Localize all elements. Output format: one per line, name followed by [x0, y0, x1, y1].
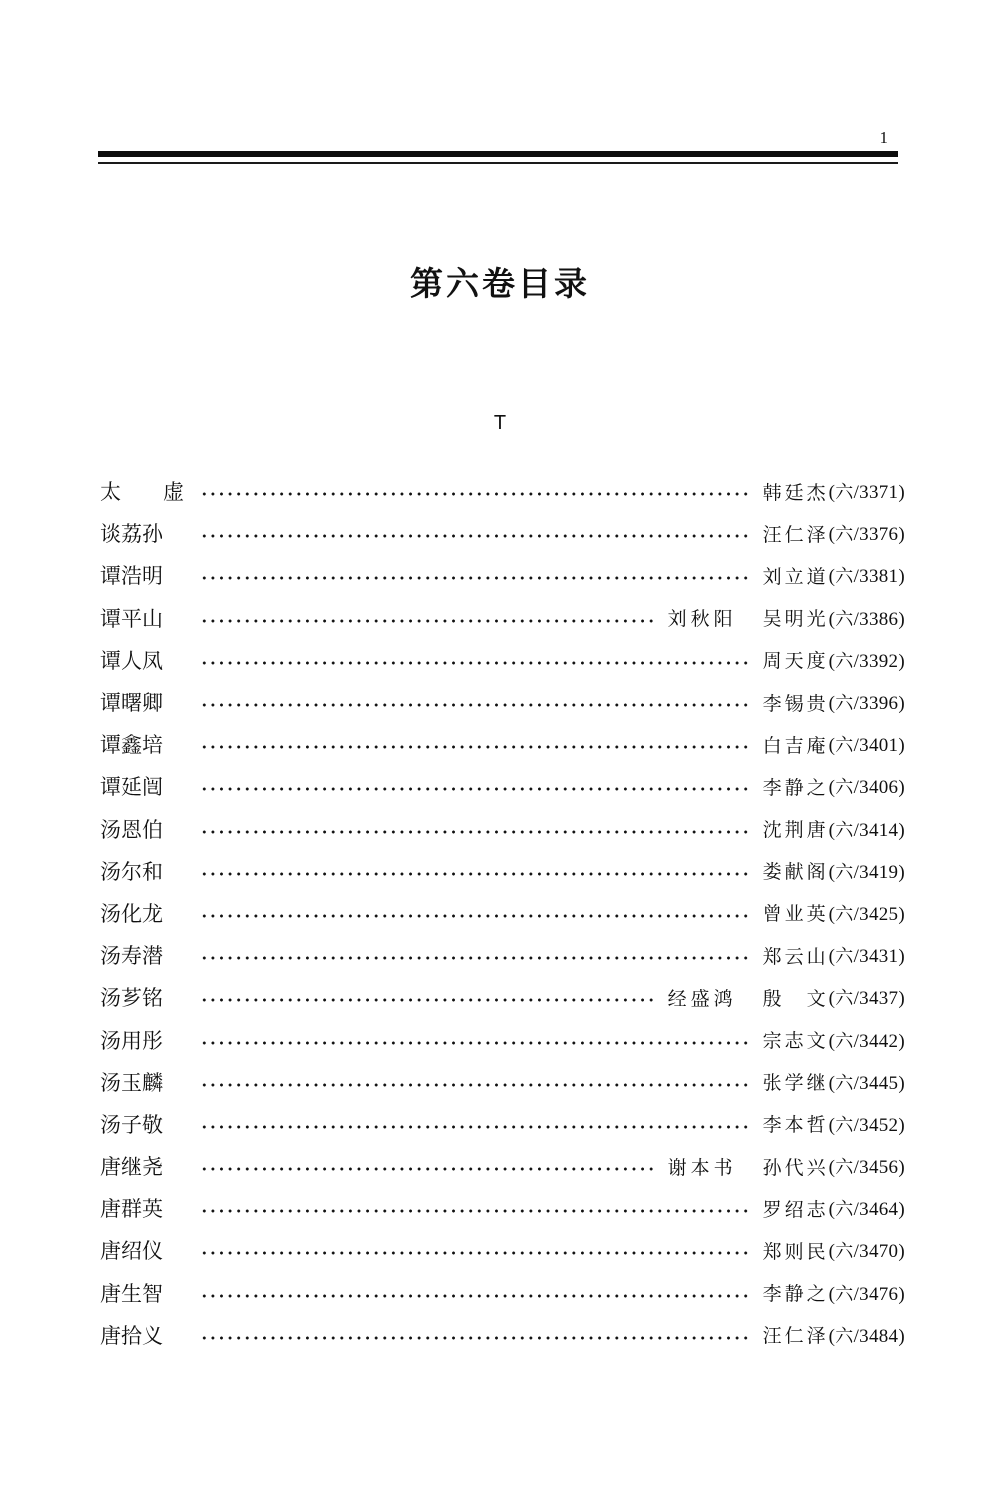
dot-leader	[200, 492, 749, 496]
subject-char-group: 汤尔和	[100, 859, 163, 884]
subject-char-group: 汤用彤	[100, 1028, 163, 1053]
punctuation: (	[828, 988, 836, 1010]
dot-leader	[200, 998, 654, 1002]
entry-subject-name	[100, 518, 184, 548]
entry-author: 殷 文	[762, 987, 829, 1010]
subject-char-group: 太	[100, 480, 121, 505]
dot-leader	[200, 534, 749, 538]
page-number: 1	[879, 128, 888, 147]
entry-volume: 六	[835, 1325, 854, 1347]
entry-author: 汪仁泽	[762, 523, 829, 546]
entry-page: 3386	[859, 608, 899, 630]
punctuation: )	[898, 1325, 905, 1347]
entry-volume: 六	[835, 1114, 854, 1136]
entry-page: 3476	[859, 1283, 899, 1305]
section-letter-heading: T	[493, 412, 507, 434]
entry-page: 3484	[859, 1325, 899, 1347]
punctuation: (	[828, 1114, 836, 1136]
subject-char-group: 汤芗铭	[100, 986, 163, 1011]
entry-volume: 六	[835, 608, 854, 630]
entry-author: 郑则民	[762, 1240, 829, 1263]
entry-page: 3381	[859, 566, 899, 588]
entry-page-reference	[829, 1280, 905, 1306]
punctuation: (	[828, 693, 836, 715]
entry-page: 3396	[859, 693, 899, 715]
entry-subject-name	[100, 645, 184, 675]
punctuation: /	[853, 1199, 860, 1221]
dot-leader	[200, 745, 749, 749]
entry-subject-name	[100, 814, 184, 844]
toc-entry[interactable]	[100, 1061, 905, 1103]
entry-volume: 六	[835, 1157, 854, 1179]
entry-volume: 六	[835, 735, 854, 757]
entry-page: 3392	[859, 650, 899, 672]
punctuation: /	[853, 1241, 860, 1263]
punctuation: (	[828, 735, 836, 757]
entry-volume: 六	[835, 946, 854, 968]
dot-leader	[200, 1125, 749, 1129]
punctuation: /	[853, 988, 860, 1010]
entry-volume: 六	[835, 566, 854, 588]
punctuation: /	[853, 693, 860, 715]
punctuation: (	[828, 482, 836, 504]
entry-page: 3456	[859, 1157, 899, 1179]
entry-subject-name	[100, 771, 184, 801]
entry-page-reference	[829, 478, 905, 504]
entry-page-reference	[829, 1069, 905, 1095]
toc-entry[interactable]	[100, 1272, 905, 1314]
entry-volume: 六	[835, 650, 854, 672]
entry-author: 宗志文	[762, 1030, 829, 1053]
dot-leader	[200, 914, 749, 918]
punctuation: )	[898, 482, 905, 504]
entry-subject-name	[100, 476, 184, 506]
entry-page: 3419	[859, 861, 899, 883]
entry-page-reference	[829, 1111, 905, 1137]
subject-char-group: 谭浩明	[100, 564, 163, 589]
entry-page-reference	[829, 520, 905, 546]
punctuation: (	[828, 861, 836, 883]
subject-char-group: 虚	[163, 480, 184, 505]
punctuation: /	[853, 946, 860, 968]
subject-char-group: 唐继尧	[100, 1155, 163, 1180]
entry-page-reference	[829, 773, 905, 799]
entry-coauthor: 经盛鸿	[667, 987, 737, 1010]
toc-entry[interactable]	[100, 976, 905, 1018]
entry-page-reference	[829, 984, 905, 1010]
subject-char-group: 谭人凤	[100, 648, 163, 673]
entry-author: 刘立道	[762, 565, 829, 588]
entry-page: 3376	[859, 524, 899, 546]
punctuation: /	[853, 1030, 860, 1052]
entry-page: 3437	[859, 988, 899, 1010]
entry-author: 张学继	[762, 1072, 829, 1095]
toc-entry[interactable]	[100, 934, 905, 976]
toc-entry[interactable]	[100, 850, 905, 892]
page-title: 第六卷目录	[410, 264, 590, 303]
dot-leader	[200, 1336, 749, 1340]
toc-entry[interactable]	[100, 470, 905, 512]
punctuation: )	[898, 1030, 905, 1052]
dot-leader	[200, 1251, 749, 1255]
entry-page: 3401	[859, 735, 899, 757]
subject-char-group: 谭鑫培	[100, 733, 163, 758]
subject-char-group: 汤玉麟	[100, 1070, 163, 1095]
punctuation: )	[898, 524, 905, 546]
entry-author: 罗绍志	[762, 1198, 829, 1221]
entry-page-reference	[829, 689, 905, 715]
entry-page-reference	[829, 562, 905, 588]
subject-char-group: 汤寿潜	[100, 944, 163, 969]
punctuation: /	[853, 777, 860, 799]
entry-subject-name	[100, 1067, 184, 1097]
punctuation: )	[898, 903, 905, 925]
entry-page-reference	[829, 1195, 905, 1221]
entry-page-reference	[829, 900, 905, 926]
toc-entry[interactable]	[100, 681, 905, 723]
punctuation: )	[898, 819, 905, 841]
punctuation: (	[828, 1030, 836, 1052]
punctuation: /	[853, 524, 860, 546]
entry-volume: 六	[835, 861, 854, 883]
entry-page: 3414	[859, 819, 899, 841]
punctuation: (	[828, 566, 836, 588]
entry-page: 3406	[859, 777, 899, 799]
dot-leader	[200, 1083, 749, 1087]
entry-page: 3371	[859, 482, 899, 504]
entry-page: 3470	[859, 1241, 899, 1263]
entry-coauthor: 刘秋阳	[667, 608, 737, 631]
dot-leader	[200, 576, 749, 580]
toc-entry[interactable]	[100, 765, 905, 807]
punctuation: /	[853, 566, 860, 588]
punctuation: /	[853, 1157, 860, 1179]
punctuation: (	[828, 1199, 836, 1221]
punctuation: (	[828, 524, 836, 546]
header-rule-thick	[98, 151, 898, 157]
entry-volume: 六	[835, 1030, 854, 1052]
punctuation: (	[828, 1241, 836, 1263]
subject-char-group: 唐拾义	[100, 1323, 163, 1348]
subject-char-group: 谭延闿	[100, 775, 163, 800]
toc-entry[interactable]	[100, 1018, 905, 1060]
entry-volume: 六	[835, 1283, 854, 1305]
entry-subject-name	[100, 603, 184, 633]
dot-leader	[200, 1167, 654, 1171]
punctuation: /	[853, 1325, 860, 1347]
punctuation: (	[828, 946, 836, 968]
entry-page: 3452	[859, 1114, 899, 1136]
entry-page: 3425	[859, 903, 899, 925]
entry-page: 3431	[859, 946, 899, 968]
punctuation: /	[853, 650, 860, 672]
entry-subject-name	[100, 982, 184, 1012]
dot-leader	[200, 1041, 749, 1045]
entry-volume: 六	[835, 777, 854, 799]
punctuation: )	[898, 566, 905, 588]
toc-entry[interactable]	[100, 808, 905, 850]
toc-entry[interactable]	[100, 1314, 905, 1356]
punctuation: )	[898, 988, 905, 1010]
punctuation: (	[828, 1157, 836, 1179]
entry-subject-name	[100, 1151, 184, 1181]
punctuation: )	[898, 1157, 905, 1179]
punctuation: )	[898, 1199, 905, 1221]
punctuation: )	[898, 946, 905, 968]
entry-subject-name	[100, 1278, 184, 1308]
entry-author: 李静之	[762, 1283, 829, 1306]
dot-leader	[200, 661, 749, 665]
entry-subject-name	[100, 940, 184, 970]
dot-leader	[200, 1209, 749, 1213]
entry-volume: 六	[835, 482, 854, 504]
entry-subject-name	[100, 898, 184, 928]
table-of-contents	[100, 470, 905, 1356]
dot-leader	[200, 830, 749, 834]
toc-entry[interactable]	[100, 639, 905, 681]
entry-page-reference	[829, 731, 905, 757]
entry-subject-name	[100, 1320, 184, 1350]
entry-author: 白吉庵	[762, 734, 829, 757]
punctuation: )	[898, 650, 905, 672]
entry-author: 曾业英	[762, 903, 829, 926]
entry-page-reference	[829, 1153, 905, 1179]
punctuation: /	[853, 861, 860, 883]
punctuation: (	[828, 1325, 836, 1347]
entry-volume: 六	[835, 988, 854, 1010]
punctuation: (	[828, 650, 836, 672]
entry-page: 3445	[859, 1072, 899, 1094]
entry-volume: 六	[835, 819, 854, 841]
punctuation: )	[898, 1241, 905, 1263]
subject-char-group: 谭曙卿	[100, 691, 163, 716]
entry-author: 郑云山	[762, 945, 829, 968]
entry-volume: 六	[835, 1241, 854, 1263]
subject-char-group: 汤化龙	[100, 901, 163, 926]
entry-subject-name	[100, 729, 184, 759]
toc-entry[interactable]	[100, 1229, 905, 1271]
entry-coauthor: 谢本书	[667, 1156, 737, 1179]
entry-page-reference	[829, 1027, 905, 1053]
entry-author: 孙代兴	[762, 1156, 829, 1179]
entry-subject-name	[100, 687, 184, 717]
entry-author: 沈荆唐	[762, 819, 829, 842]
punctuation: /	[853, 819, 860, 841]
toc-entry[interactable]	[100, 554, 905, 596]
entry-subject-name	[100, 1235, 184, 1265]
entry-page-reference	[829, 942, 905, 968]
subject-char-group: 汤子敬	[100, 1112, 163, 1137]
entry-subject-name	[100, 856, 184, 886]
toc-entry[interactable]	[100, 1103, 905, 1145]
toc-entry[interactable]	[100, 892, 905, 934]
toc-entry[interactable]	[100, 512, 905, 554]
punctuation: )	[898, 1283, 905, 1305]
entry-subject-name	[100, 1193, 184, 1223]
punctuation: )	[898, 735, 905, 757]
toc-entry[interactable]	[100, 1145, 905, 1187]
dot-leader	[200, 956, 749, 960]
punctuation: (	[828, 903, 836, 925]
entry-author: 汪仁泽	[762, 1325, 829, 1348]
entry-subject-name	[100, 560, 184, 590]
entry-volume: 六	[835, 903, 854, 925]
entry-page-reference	[829, 1322, 905, 1348]
entry-volume: 六	[835, 1199, 854, 1221]
entry-author: 娄献阁	[762, 861, 829, 884]
entry-page: 3442	[859, 1030, 899, 1052]
punctuation: )	[898, 777, 905, 799]
dot-leader	[200, 1294, 749, 1298]
punctuation: )	[898, 608, 905, 630]
punctuation: )	[898, 1072, 905, 1094]
punctuation: )	[898, 693, 905, 715]
punctuation: /	[853, 903, 860, 925]
dot-leader	[200, 619, 654, 623]
punctuation: (	[828, 608, 836, 630]
punctuation: /	[853, 735, 860, 757]
entry-author: 吴明光	[762, 608, 829, 631]
entry-page-reference	[829, 605, 905, 631]
entry-page: 3464	[859, 1199, 899, 1221]
punctuation: /	[853, 1114, 860, 1136]
punctuation: (	[828, 819, 836, 841]
subject-char-group: 唐绍仪	[100, 1239, 163, 1264]
dot-leader	[200, 872, 749, 876]
toc-entry[interactable]	[100, 1187, 905, 1229]
entry-volume: 六	[835, 1072, 854, 1094]
entry-author: 韩廷杰	[762, 481, 829, 504]
toc-entry[interactable]	[100, 723, 905, 765]
punctuation: )	[898, 861, 905, 883]
dot-leader	[200, 703, 749, 707]
header-rule-thin	[98, 162, 898, 164]
subject-char-group: 谭平山	[100, 606, 163, 631]
punctuation: /	[853, 608, 860, 630]
entry-author: 李本哲	[762, 1114, 829, 1137]
subject-char-group: 唐群英	[100, 1197, 163, 1222]
punctuation: /	[853, 482, 860, 504]
entry-page-reference	[829, 858, 905, 884]
entry-subject-name	[100, 1109, 184, 1139]
punctuation: (	[828, 1283, 836, 1305]
entry-volume: 六	[835, 524, 854, 546]
punctuation: (	[828, 777, 836, 799]
entry-page-reference	[829, 1237, 905, 1263]
entry-author: 李锡贵	[762, 692, 829, 715]
entry-volume: 六	[835, 693, 854, 715]
entry-page-reference	[829, 647, 905, 673]
subject-char-group: 唐生智	[100, 1281, 163, 1306]
punctuation: /	[853, 1283, 860, 1305]
punctuation: (	[828, 1072, 836, 1094]
punctuation: )	[898, 1114, 905, 1136]
punctuation: /	[853, 1072, 860, 1094]
entry-page-reference	[829, 816, 905, 842]
subject-char-group: 汤恩伯	[100, 817, 163, 842]
entry-subject-name	[100, 1025, 184, 1055]
toc-entry[interactable]	[100, 597, 905, 639]
dot-leader	[200, 787, 749, 791]
entry-author: 李静之	[762, 776, 829, 799]
subject-char-group: 谈荔孙	[100, 522, 163, 547]
entry-author: 周天度	[762, 650, 829, 673]
